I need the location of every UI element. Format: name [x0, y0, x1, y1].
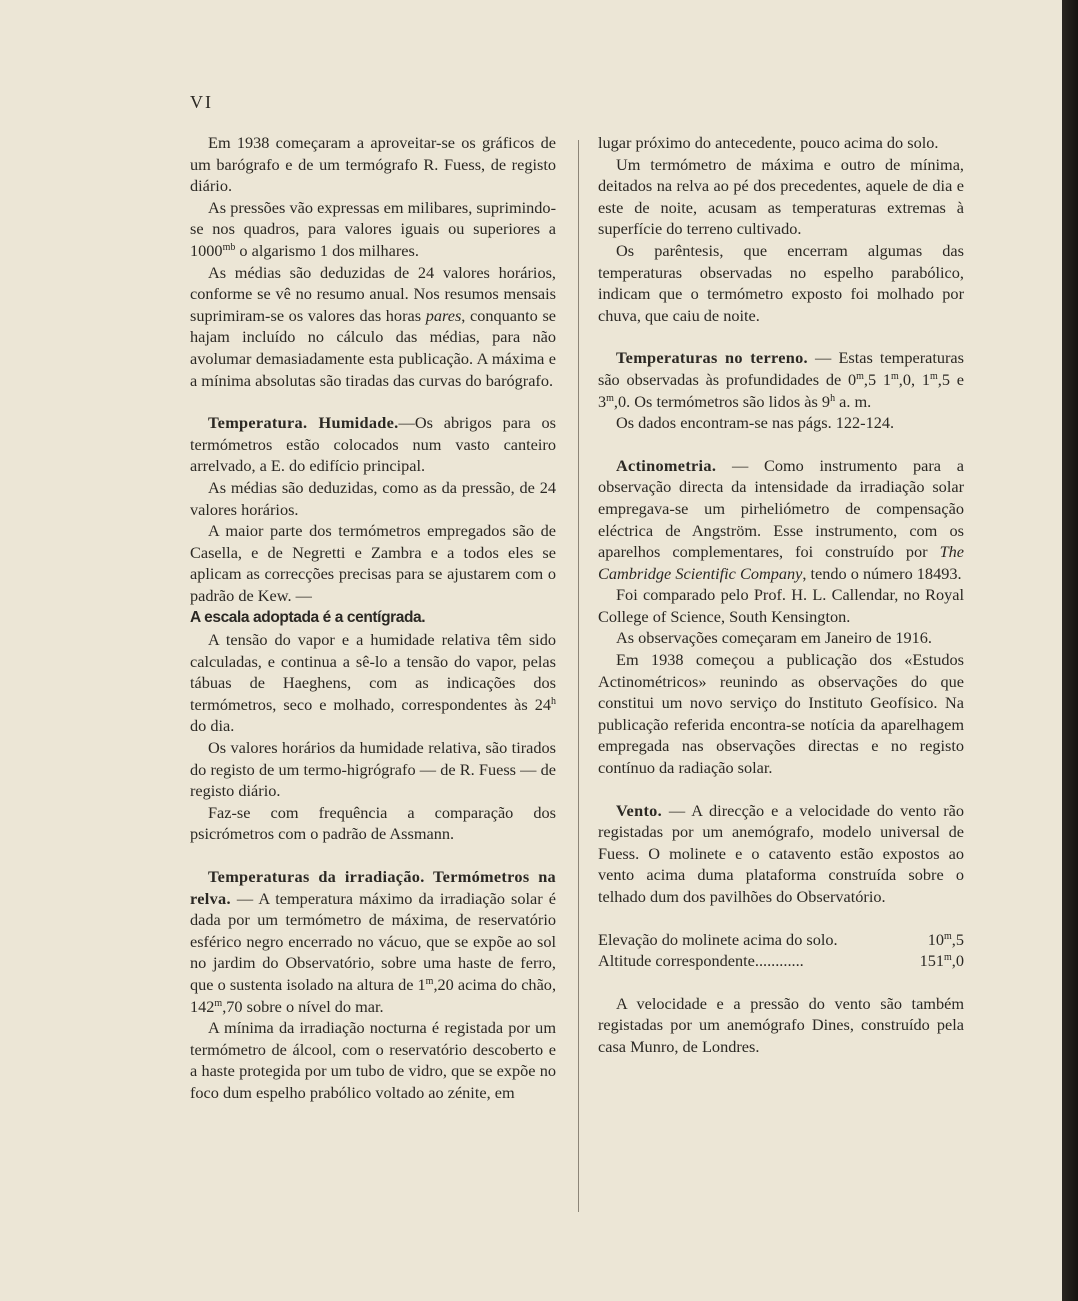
table-row: Altitude correspondente............ 151$^m$,0	[598, 951, 964, 971]
section-heading: Temperatura. Humidade.	[208, 413, 399, 433]
table-row: Elevação do molinete acima do solo. 10$^m$,5	[598, 929, 964, 949]
paragraph: A maior parte dos termómetros empregados são de Casella, e de Negretti e Zambra e a todos eles se aplicam as correcções precisas para se ajustarem com o padrão de Kew. — A escala adoptada é a centígrada.	[190, 521, 556, 627]
section-heading: Temperaturas da irradiação. Termómetros na relva.	[190, 867, 556, 908]
paragraph: Um termómetro de máxima e outro de mínima, deitados na relva ao pé dos precedentes, aquele de dia e este de noite, acusam as temperaturas extremas à superfície do terreno cultivado.	[598, 154, 964, 239]
paragraph: As médias são deduzidas, como as da pressão, de 24 valores horários.	[190, 477, 556, 519]
section-temperatura: Temperatura. Humidade.—Os abrigos para os termómetros estão colocados num vasto canteiro arrelvado, a E. do edifício principal.	[190, 413, 556, 476]
page-number: VI	[190, 92, 213, 112]
paragraph: As médias são deduzidas de 24 valores horários, conforme se vê no resumo anual. Nos resumos mensais suprimiram-se os valores das horas pares, conquanto se hajam incluído no cálculo das médias, para não avolumar demasiadamente esta publicação. A máxima e a mínima absolutas são tiradas das curvas do barógrafo.	[190, 262, 557, 390]
paragraph: A velocidade e a pressão do vento são também registadas por um anemógrafo Dines, construído pela casa Munro, de Londres.	[598, 993, 964, 1056]
column-divider	[578, 140, 579, 1212]
section-heading: Vento.	[616, 800, 662, 820]
paragraph: A tensão do vapor e a humidade relativa têm sido calculadas, e continua a sê-lo a tensão do vapor, pelas tábuas de Haeghens, com as indicações dos termómetros, seco e molhado, correspondentes às 24$^h$ do dia.	[190, 630, 556, 736]
paragraph: lugar próximo do antecedente, pouco acima do solo.	[598, 133, 939, 152]
paragraph: Os dados encontram-se nas págs. 122-124.	[616, 413, 895, 433]
section-terreno: Temperaturas no terreno. — Estas temperaturas são observadas às profundidades de 0$^m$,5 1$^m$,0, 1$^m$,5 e 3$^m$,0. Os termómetros são lidos às 9$^h$ a. m.	[598, 348, 964, 411]
right-column	[598, 132, 964, 1058]
section-heading: Actinometria.	[616, 455, 717, 475]
paragraph: Faz-se com frequência a comparação dos psicrómetros com o padrão de Assmann.	[190, 802, 556, 844]
paragraph: Em 1938 começaram a aproveitar-se os gráficos de um barógrafo e de um termógrafo R. Fuess, de registo diário.	[190, 133, 556, 196]
section-vento: Vento. — A direcção e a velocidade do vento rão registadas por um anemógrafo, modelo universal de Fuess. O molinete e o catavento estão expostos ao vento acima duma plataforma construída sobre o telhado dum dos pavilhões do Observatório.	[598, 800, 964, 906]
section-irradiacao: Temperaturas da irradiação. Termómetros na relva. — A temperatura máximo da irradiação solar é dada por um termómetro de máxima, de reservatório esférico negro encerrado no vácuo, que se expõe ao sol no jardim do Observatório, sobre uma haste de ferro, que o sustenta isolado na altura de 1$^m$,20 acima do chão, 142$^m$,70 sobre o nível do mar.	[190, 867, 557, 1016]
section-heading: Temperaturas no terreno.	[616, 348, 808, 368]
book-spine	[1062, 0, 1078, 1301]
section-actinometria: Actinometria. — Como instrumento para a observação directa da intensidade da irradiação solar empregava-se um pirheliómetro de compensação eléctrica de Angström. Esse instrumento, com os aparelhos complementares, foi construído por The Cambridge Scientific Company, tendo o número 18493.	[598, 455, 964, 583]
paragraph: As observações começaram em Janeiro de 1916.	[616, 628, 933, 648]
paragraph: Em 1938 começou a publicação dos «Estudos Actinométricos» reunindo as observações do que constitui um novo serviço do Instituto Geofísico. Na publicação referida encontra-se notícia da aparelhagem empregada nas observações directas e no registo contínuo da radiação solar.	[598, 650, 964, 778]
paragraph: Os parêntesis, que encerram algumas das temperaturas observadas no espelho parabólico, indicam que o termómetro exposto foi molhado por chuva, que caiu de noite.	[598, 240, 964, 325]
paragraph: A mínima da irradiação nocturna é registada por um termómetro de álcool, com o reservatório descoberto e a haste protegida por um tubo de vidro, que se expõe no foco dum espelho prabólico voltado ao zénite, em	[190, 1018, 556, 1102]
paragraph: As pressões vão expressas em milibares, suprimindo-se nos quadros, para valores iguais ou superiores a $1000^{mb}$ o algarismo 1 dos milhares.	[190, 197, 556, 260]
emphasis-scale: A escala adoptada é a centígrada.	[190, 609, 426, 627]
left-column	[190, 132, 556, 1104]
wind-table	[598, 929, 964, 972]
paragraph: Foi comparado pelo Prof. H. L. Callendar, no Royal College of Science, South Kensington.	[598, 585, 964, 626]
paragraph: Os valores horários da humidade relativa, são tirados do registo de um termo-higrógrafo — de R. Fuess — de registo diário.	[190, 738, 556, 801]
